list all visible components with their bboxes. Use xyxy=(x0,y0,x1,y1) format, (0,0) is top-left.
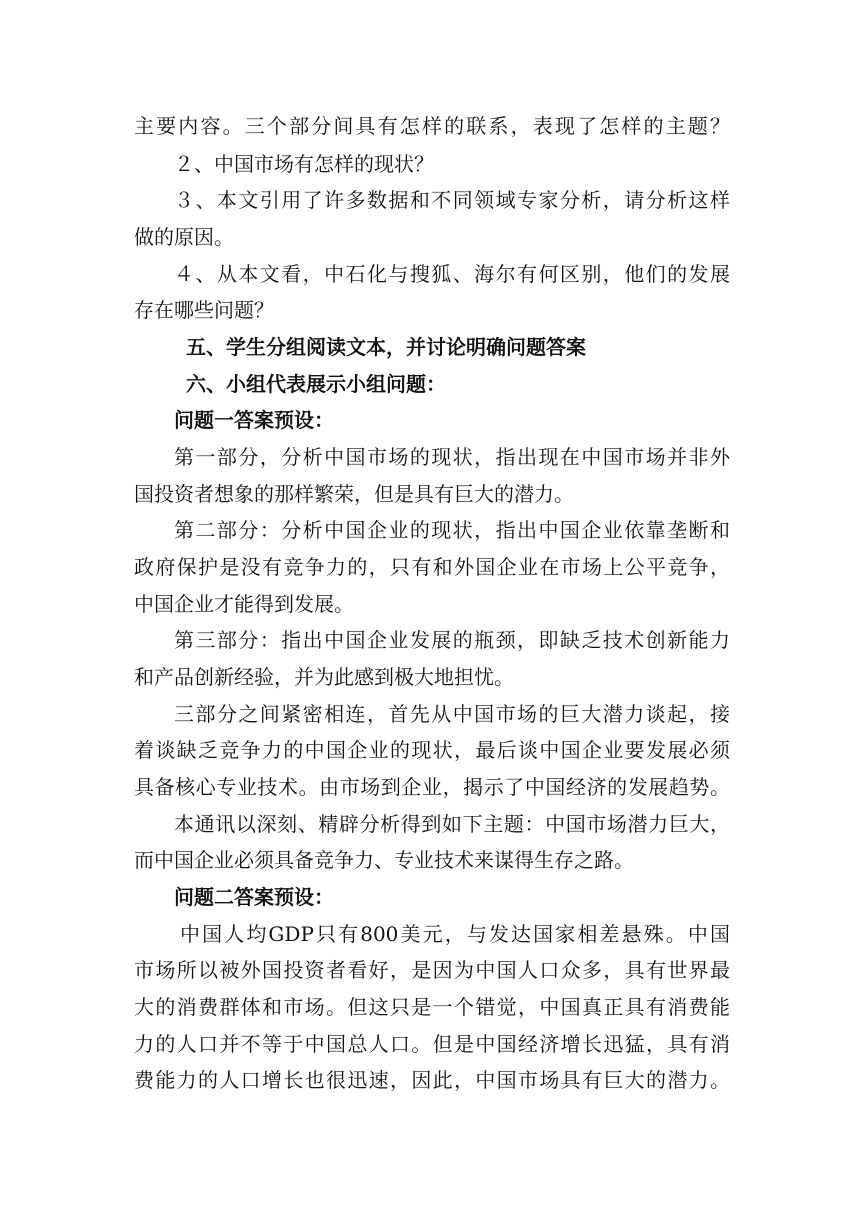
text-line: 做的原因。 xyxy=(134,225,234,249)
text-line: 大的消费群体和市场。但这只是一个错觉，中国真正具有消费能 xyxy=(134,995,730,1019)
text-line: 中国企业才能得到发展。 xyxy=(134,592,354,616)
section-heading-5: 五、学生分组阅读文本，并讨论明确问题答案 xyxy=(186,335,586,359)
answer-2-heading: 问题二答案预设： xyxy=(174,885,334,909)
text-line: 政府保护是没有竞争力的，只有和外国企业在市场上公平竞争， xyxy=(134,555,730,579)
text-line: 力的人口并不等于中国总人口。但是中国经济增长迅猛，具有消 xyxy=(134,1032,730,1056)
text-line: 第三部分：指出中国企业发展的瓶颈，即缺乏技术创新能力 xyxy=(174,628,730,652)
question-3: ３、本文引用了许多数据和不同领域专家分析，请分析这样 xyxy=(174,188,730,212)
text-line: 具备核心专业技术。由市场到企业，揭示了中国经济的发展趋势。 xyxy=(134,775,730,799)
text-line: 费能力的人口增长也很迅速，因此，中国市场具有巨大的潜力。 xyxy=(134,1068,730,1092)
text-line: 第二部分：分析中国企业的现状，指出中国企业依靠垄断和 xyxy=(174,518,730,542)
text-line: 第一部分，分析中国市场的现状，指出现在中国市场并非外 xyxy=(174,445,730,469)
text-line: 着谈缺乏竞争力的中国企业的现状，最后谈中国企业要发展必须 xyxy=(134,738,730,762)
question-4: ４、从本文看，中石化与搜狐、海尔有何区别，他们的发展 xyxy=(174,262,730,286)
text-line: 主要内容。三个部分间具有怎样的联系，表现了怎样的主题？ xyxy=(134,114,730,138)
text-line: 市场所以被外国投资者看好，是因为中国人口众多，具有世界最 xyxy=(134,958,730,982)
text-line: 存在哪些问题？ xyxy=(134,298,274,322)
text-line: 中国人均GDP只有800美元，与发达国家相差悬殊。中国 xyxy=(180,922,730,946)
text-line: 三部分之间紧密相连，首先从中国市场的巨大潜力谈起，接 xyxy=(174,702,730,726)
answer-1-heading: 问题一答案预设： xyxy=(174,408,334,432)
text-line: 而中国企业必须具备竞争力、专业技术来谋得生存之路。 xyxy=(134,848,634,872)
text-line: 和产品创新经验，并为此感到极大地担忧。 xyxy=(134,665,514,689)
text-line: 国投资者想象的那样繁荣，但是具有巨大的潜力。 xyxy=(134,482,574,506)
text-line: 本通讯以深刻、精辟分析得到如下主题：中国市场潜力巨大， xyxy=(174,812,730,836)
question-2: ２、中国市场有怎样的现状？ xyxy=(174,152,434,176)
section-heading-6: 六、小组代表展示小组问题： xyxy=(186,372,446,396)
